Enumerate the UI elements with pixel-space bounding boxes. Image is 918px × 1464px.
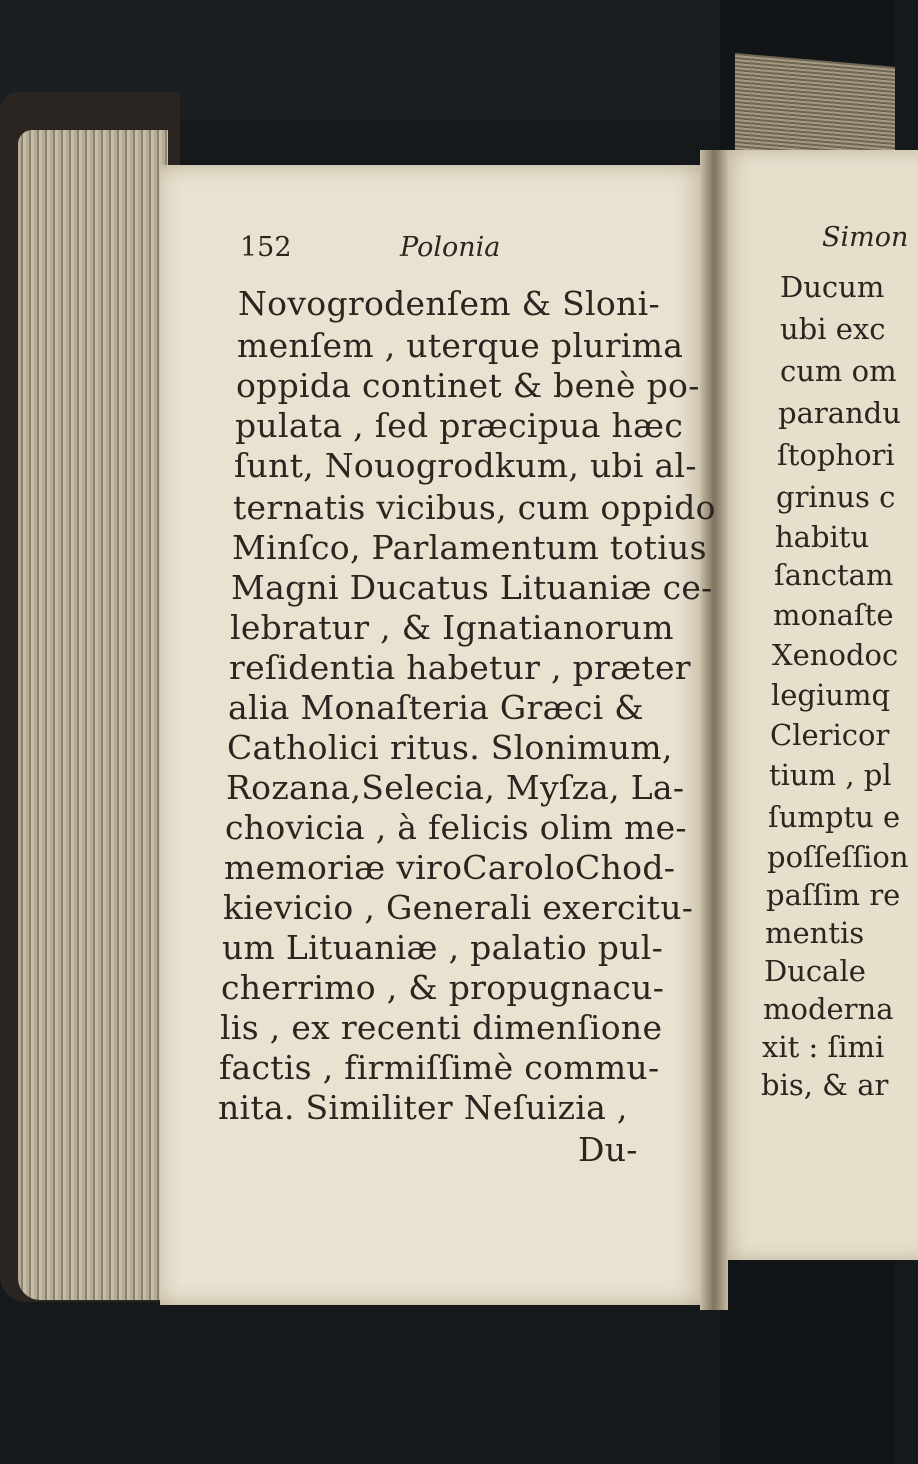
right-running-head: Simon xyxy=(822,222,909,253)
text-line: monaſte xyxy=(773,598,894,632)
text-line: ſanctam xyxy=(774,558,894,592)
text-line: Magni Ducatus Lituaniæ ce- xyxy=(231,568,713,607)
catchword: Du- xyxy=(578,1130,638,1169)
text-line: alia Monaſteria Græci & xyxy=(228,688,644,727)
text-line: um Lituaniæ , palatio pul- xyxy=(222,928,664,967)
text-line: xit : ſimi xyxy=(762,1030,885,1064)
text-line: cherrimo , & propugnacu- xyxy=(221,968,665,1007)
page-edges xyxy=(18,130,168,1300)
text-line: habitu xyxy=(775,520,870,554)
text-line: ternatis vicibus, cum oppido xyxy=(233,488,716,527)
text-line: moderna xyxy=(763,992,894,1026)
text-line: bis, & ar xyxy=(761,1068,889,1102)
text-line: lis , ex recenti dimenſione xyxy=(220,1008,663,1047)
text-line: mentis xyxy=(765,916,865,950)
text-line: ſtophori xyxy=(777,438,895,472)
text-line: Minſco, Parlamentum totius xyxy=(232,528,707,567)
text-line: memoriæ viroCaroloChod- xyxy=(224,848,676,887)
text-line: pulata , ſed præcipua hæc xyxy=(235,406,684,445)
text-line: factis , firmiſſimè commu- xyxy=(219,1048,660,1087)
running-head: Polonia xyxy=(400,232,501,263)
text-line: grinus c xyxy=(776,480,896,514)
text-line: reſidentia habetur , præter xyxy=(229,648,691,687)
text-line: menſem , uterque plurima xyxy=(237,326,684,365)
page-number: 152 xyxy=(240,232,292,263)
text-line: ſunt, Nouogrodkum, ubi al- xyxy=(234,446,697,485)
text-line: tium , pl xyxy=(769,758,892,792)
text-line: lebratur , & Ignatianorum xyxy=(230,608,674,647)
text-line: paſſim re xyxy=(766,878,901,912)
text-line: kievicio , Generali exercitu- xyxy=(223,888,694,927)
book-gutter xyxy=(700,150,728,1310)
text-line: chovicia , à felicis olim me- xyxy=(225,808,687,847)
text-line: ſumptu e xyxy=(768,800,901,834)
text-line: parandu xyxy=(778,396,901,430)
text-line: Rozana,Selecia, Myſza, La- xyxy=(226,768,685,807)
text-line: cum om xyxy=(780,354,897,388)
text-line: Clericor xyxy=(770,718,890,752)
text-line: Xenodoc xyxy=(772,638,899,672)
text-line: nita. Similiter Neſuizia , xyxy=(218,1088,628,1127)
text-line: oppida continet & benè po- xyxy=(236,366,700,405)
text-line: Novogrodenſem & Sloni- xyxy=(238,284,660,323)
text-line: poſſeſſion xyxy=(767,840,909,874)
text-line: Catholici ritus. Slonimum, xyxy=(227,728,673,767)
text-line: legiumq xyxy=(771,678,891,712)
text-line: ubi exc xyxy=(780,312,886,346)
text-line: Ducum xyxy=(780,270,885,304)
text-line: Ducale xyxy=(764,954,866,988)
